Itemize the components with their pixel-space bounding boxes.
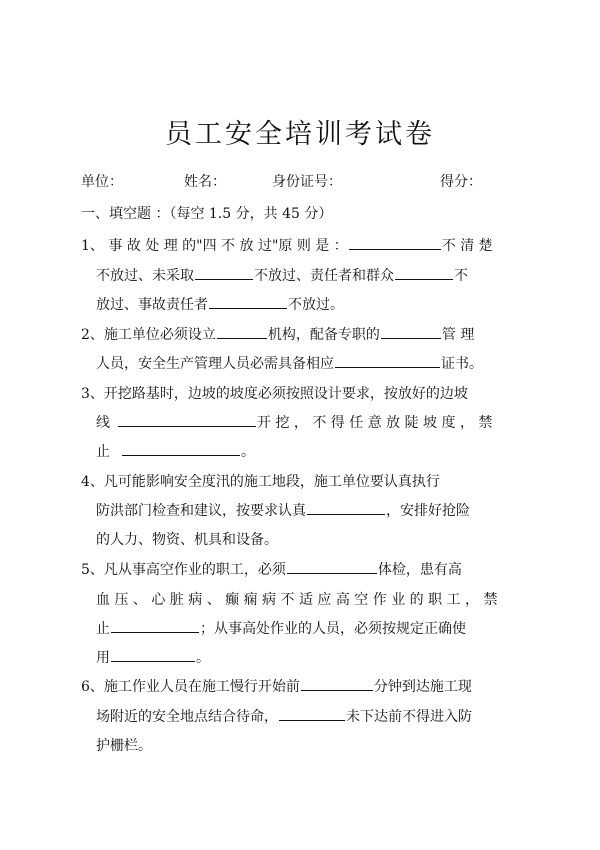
q5-text: 用 [96,650,110,666]
question-1-line-1 [81,235,493,255]
answer-blank[interactable] [381,325,441,339]
answer-blank[interactable] [279,707,345,721]
score-label: 得分： [440,174,482,190]
answer-blank[interactable] [395,266,453,280]
question-6-line-1 [81,676,472,696]
answer-blank[interactable] [209,295,287,309]
question-5-line-4 [96,647,210,667]
name-label: 姓名： [184,174,226,190]
question-2-line-1 [81,324,474,344]
q5-text: 止 [96,621,110,637]
q4-text: 防洪部门检查和建议，按要求认真 [96,503,306,519]
answer-blank[interactable] [307,501,385,515]
question-5-line-2: 血 压 、 心 脏 病 、 癫 痫 病 不 适 应 高 空 作 业 的 职 工 ， 禁 [96,592,498,608]
question-5-line-3 [96,618,466,638]
question-6-line-3: 护栅栏。 [96,738,152,754]
answer-blank[interactable] [287,560,377,574]
q6-text: 6、施工作业人员在施工慢行开始前 [81,679,300,695]
q2-text: 机构，配备专职的 [267,327,380,343]
question-1-line-2 [96,265,468,285]
q1-text: 不放过。 [288,297,344,313]
answer-blank[interactable] [122,442,240,456]
unit-label: 单位： [81,174,123,190]
q3-text: 。 [241,444,255,460]
answer-blank[interactable] [118,413,256,427]
question-4-line-1: 4、凡可能影响安全度汛的施工地段，施工单位要认真执行 [81,474,440,490]
q5-text: 体检，患有高 [377,562,462,578]
q1-text: 不 清 楚 [441,238,493,254]
section-heading: 一、填空题 ：（每空 1.5 分，共 45 分） [81,206,333,222]
question-5-line-1 [81,559,462,579]
q3-text: 开 挖 ， 不 得 任 意 放 陡 坡 度 ， 禁 [257,415,493,431]
q1-text: 不放过、责任者和群众 [254,268,394,284]
q5-text: 。 [196,650,210,666]
answer-blank[interactable] [217,325,267,339]
answer-blank[interactable] [301,677,373,691]
q6-text: 分钟到达施工现 [373,679,472,695]
answer-blank[interactable] [111,648,195,662]
question-4-line-2 [96,500,470,520]
question-3-line-3 [96,441,255,461]
q4-text: ，安排好抢险 [386,503,470,519]
answer-blank[interactable] [335,354,440,368]
q2-text: 证书。 [441,356,483,372]
answer-blank[interactable] [195,266,253,280]
page-title: 员工安全培训考试卷 [165,119,435,150]
q2-text: 2、施工单位必须设立 [81,327,216,343]
q5-text: ；从事高处作业的人员，必须按规定正确使 [200,621,466,637]
answer-blank[interactable] [349,236,441,250]
question-3-line-1: 3、开挖路基时，边坡的坡度必须按照设计要求，按放好的边坡 [81,386,468,402]
q1-text: 不 [454,268,468,284]
question-3-line-2 [96,412,492,432]
q6-text: 场附近的安全地点结合待命， [96,709,278,725]
question-1-line-3 [96,294,344,314]
q2-text: 人员，安全生产管理人员必需具备相应 [96,356,334,372]
q1-text: 不放过、未采取 [96,268,194,284]
q1-text: 放过、事故责任者 [96,297,208,313]
q3-text: 线 [96,415,110,431]
q6-text: 未下达前不得进入防 [346,709,472,725]
q5-text: 5、凡从事高空作业的职工，必须 [81,562,286,578]
q2-text: 管 理 [441,327,475,343]
q1-text: 1、 事 故 处 理 的"四 不 放 过"原 则 是 ： [81,238,348,254]
id-number-label: 身份证号： [272,174,342,190]
q3-text: 止 [96,444,110,460]
answer-blank[interactable] [111,619,199,633]
question-6-line-2 [96,706,472,726]
question-2-line-2 [96,353,483,373]
question-4-line-3: 的人力、物资、机具和设备。 [96,532,278,548]
